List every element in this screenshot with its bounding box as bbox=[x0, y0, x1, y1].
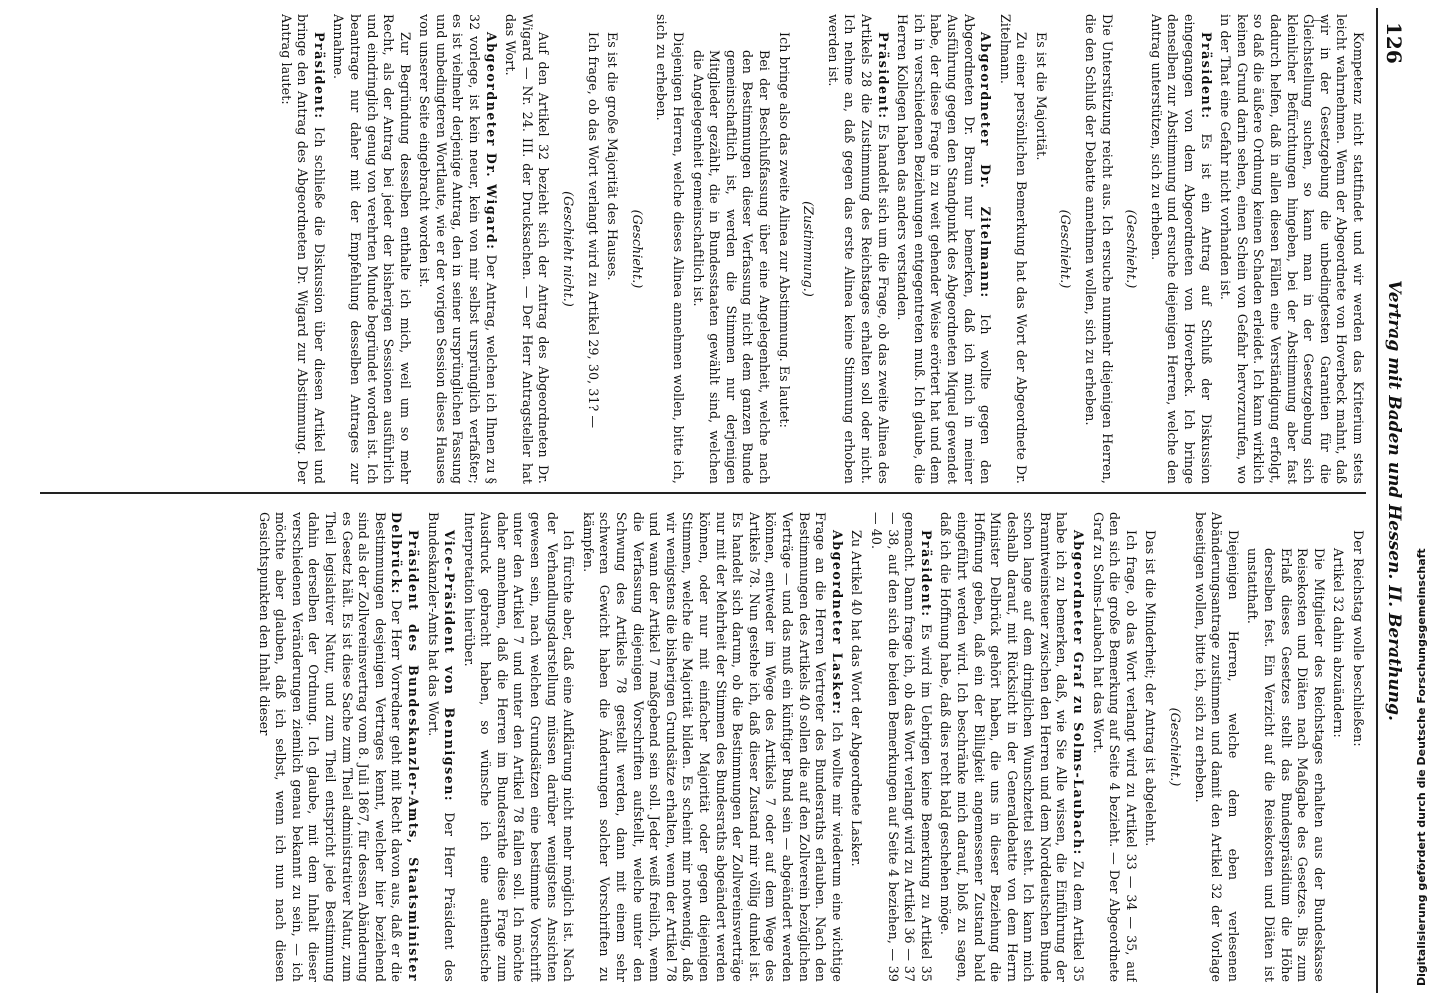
paragraph-text: Der Herr Präsident des Bundeskanzler-Amts hat das Wort. bbox=[425, 512, 458, 982]
paragraph-text: Die Mitglieder des Reichstages erhalten aus der Bundeskasse Reisekosten und Diäten nach Maßgabe des Gesetzes. Bis zum Erlaß dieses Gesetzes stellt das Bundespräsidium die Höhe derselben fest. Ein Verzicht auf die Reisekosten und Diäten ist unstatthaft. bbox=[1245, 548, 1327, 982]
paragraph bbox=[1147, 14, 1213, 484]
paragraph bbox=[848, 512, 865, 982]
paragraph bbox=[937, 512, 1086, 982]
page-number: 126 bbox=[1382, 22, 1406, 64]
paragraph-text: Es ist ein Antrag auf Schluß der Diskussion eingegangen von dem Abgeordneten von Hoverbeck. Ich bringe denselben zur Abstimmung und ersuche diejenigen Herren, welche den Antrag unterstützen, sich zu erheben. bbox=[1148, 14, 1214, 484]
paragraph-text: Auf den Artikel 32 bezieht sich der Antrag des Abgeordneten Dr. Wigard — Nr. 24. III. der Drucksachen. — Der Herr Antragsteller hat das Wort. bbox=[503, 14, 552, 484]
digitization-credit bbox=[1414, 548, 1430, 986]
paragraph bbox=[775, 14, 792, 484]
paragraph-text: Zur Begründung desselben enthalte ich mich, weil um so mehr Recht, als der Antrag bei jeder der bisherigen Sessionen ausführlich und eindringlich genug von verehrten Munde begründet worden ist. Ich beantrage nur daher mit der Empfehlung desselben Antrages zur Annahme. bbox=[331, 14, 413, 484]
quoted-text bbox=[689, 14, 772, 484]
paragraph bbox=[1217, 14, 1366, 484]
page-header bbox=[1376, 8, 1412, 993]
paragraph bbox=[424, 512, 457, 982]
paragraph bbox=[502, 14, 552, 484]
paragraph-text: Ich fürchte aber, daß eine Aufklärung nicht mehr möglich ist. Nach der Verhandlungsdarstellung müssen darüber wenigstens Ansichten gewesen sein, nach welchen Grundsätzen eine bestimmte Vorschrift unter den Artikel 7 und unter den Artikel 78 fallen soll. Ich möchte daher annehmen, daß die Herren im Bundesrathe diese Frage zum Ausdruck gebracht haben, so wünsche ich eine authentische Interpretation hierüber. bbox=[461, 512, 577, 982]
speaker-name: Präsident: bbox=[1198, 32, 1214, 120]
speaker-name: Präsident: bbox=[311, 32, 327, 120]
paragraph bbox=[460, 512, 576, 982]
speaker-name: Abgeordneter Lasker: bbox=[829, 530, 845, 716]
paragraph-text: Es ist die Majorität. bbox=[1033, 32, 1049, 161]
paragraph-text: Das ist die Minderheit; der Antrag ist abgelehnt. bbox=[1143, 530, 1159, 847]
paragraph-text: Der Antrag, welchen ich Ihnen zu § 32 vorlege, ist kein neuer, kein von mir selbst ursprünglich verfaßter; es ist vielmehr derjenige Antrag, den in seiner ursprünglichen Fassung und unbedingteren Wortlaute, wie er der vorigen Session dieses Hauses von unserer Seite eingebracht worden ist. bbox=[417, 14, 499, 484]
paragraph bbox=[996, 14, 1029, 484]
speaker-name: Vice-Präsident von Bennigsen: bbox=[442, 530, 458, 803]
paragraph bbox=[867, 512, 933, 982]
speaker-name: Präsident: bbox=[875, 32, 891, 120]
paragraph-text: Bei der Beschlußfassung über eine Angelegenheit, welche nach den Bestimmungen dieser Verfassung nicht dem ganzen Bunde gemeinschaftlich ist, werden die Stimmen nur derjenigen Mitglieder gezählt, die in Bundesstaaten gewählt sind, welchen die Angelegenheit gemeinschaftlich ist. bbox=[690, 50, 772, 484]
stage-direction: (Geschieht.) bbox=[1168, 707, 1184, 787]
paragraph-text: Artikel 32 dahin abzuändern: bbox=[1331, 548, 1347, 738]
speaker-name: Abgeordneter Dr. Zitelmann: bbox=[978, 32, 994, 299]
paragraph bbox=[1032, 14, 1049, 484]
paragraph bbox=[604, 14, 621, 484]
paragraph-text: Ich frage, ob das Wort verlangt wird zu Artikel 33 — 34 — 35, auf den sich die große Bemerkung auf Seite 4 bezieht. — Der Abgeordnete Graf zu Solms-Laubach hat das Wort. bbox=[1090, 512, 1139, 982]
paragraph-text: Der Reichstag wolle beschließen: bbox=[1351, 530, 1366, 747]
stage-direction: (Geschieht.) bbox=[629, 209, 645, 289]
paragraph-text: Ich schließe die Diskussion über diesen Artikel und bringe den Antrag des Abgeordneten Dr. Wigard zur Abstimmung. Der Antrag lautet: bbox=[278, 14, 327, 484]
quoted-text bbox=[1330, 512, 1347, 982]
paragraph bbox=[1089, 512, 1139, 982]
paragraph-text: Es handelt sich um die Frage, ob das zweite Alinea des Artikels 28 die Zustimmung des Reichstages erhalten soll oder nicht. Ich nehme an, daß gegen das erste Alinea keine Stimmung erhoben werden ist. bbox=[825, 14, 891, 484]
paragraph-text: Diejenigen Herren, welche dem eben verlesenen Abänderungsantrage zustimmen und damit den Artikel 32 der Vorlage beseitigen wollen, bitte ich, sich zu erheben. bbox=[1192, 512, 1241, 982]
paragraph-text: Zu dem Artikel 35 habe ich zu bemerken, daß, wie Sie Alle wissen, die Einführung der Branntweinsteuer zwischen den Herren und dem Norddeutschen Bunde schon lange auf dem dringlichen Wunschzettel steht. Ich kann mich deshalb darauf, mit Rücksicht in der Generaldebatte von dem Herrn Minister Delbrück gehört haben, die uns in dieser Beziehung die Hoffnung geben, daß ein der Billigkeit angemessener Zustand bald eingeführt werden wird. Ich beschränke mich darauf, bloß zu sagen, daß ich die Hoffnung habe, daß dies recht bald geschehen möge. bbox=[938, 512, 1087, 982]
speaker-name: Präsident des Bundeskanzler-Amts, Staatsminister Delbrück: bbox=[389, 512, 421, 982]
paragraph bbox=[416, 14, 499, 484]
paragraph-text: Kompetenz nicht stattfindet und wir werden das Kriterium stets leicht wahrnehmen. Wenn der Abgeordnete von Hoverbeck mahnt, daß wir in der Gesetzgebung die unbedingtesten Garantien für die Gleichstellung suchen, so kann man in der Gesetzgebung sich kleinlicher Befürchtungen hingeben, bei der Abstimmung aber fast dadurch helfen, daß in allen diesen Fällen eine Verständigung erfolgt, so daß die äußere Ordnung keinen Schaden erleidet. Ich kann wirklich keinen Grund darin sehen, einen Schein von Gefahr hervorzurufen, wo in der That eine Gefahr nicht vorhanden ist. bbox=[1218, 14, 1366, 484]
paragraph bbox=[824, 14, 890, 484]
paragraph-text: Es wird im Uebrigen keine Bemerkung zu Artikel 35 gemacht. Dann frage ich, ob das Wort verlangt wird zu Artikel 36 — 37 — 38, auf den sich die beiden Bemerkungen auf Seite 4 beziehen, — 39 — 40. bbox=[868, 512, 934, 982]
column-divider bbox=[40, 492, 1366, 494]
speaker-name: Abgeordneter Dr. Wigard: bbox=[483, 32, 499, 251]
speaker-name: Abgeordneter Graf zu Solms-Laubach: bbox=[1071, 530, 1087, 856]
running-head: Vertrag mit Baden und Hessen. II. Berathung. bbox=[1384, 280, 1404, 721]
paragraph bbox=[1082, 14, 1115, 484]
paragraph-text: Die Unterstützung reicht aus. Ich ersuche nunmehr diejenigen Herren, die den Schluß der Debatte annehmen wollen, sich zu erheben. bbox=[1083, 14, 1115, 484]
paragraph-text: Ich wollte gegen den Abgeordneten Dr. Braun nur bemerken, daß ich mich in meiner Ausführung gegen den Standpunkt des Abgeordneten Miquel gewendet habe, der diese Frage in zu weit gehender Weise erörtert hat und dem ich in verschiedenen Beziehungen entgegentreten muß. Ich glaube, die Herren Kollegen haben das anders verstanden. bbox=[895, 14, 994, 484]
paragraph bbox=[584, 14, 601, 484]
paragraph bbox=[330, 14, 413, 484]
paragraph-text: Diejenigen Herren, welche dieses Alinea annehmen wollen, bitte ich, sich zu erheben. bbox=[654, 14, 687, 484]
speaker-name: Präsident: bbox=[918, 530, 934, 618]
stage-direction: (Geschieht.) bbox=[1124, 209, 1140, 289]
paragraph-text: Der Herr Vorredner geht mit Recht davon aus, daß er die Bestimmungen desjenigen Vertrages kennt, welcher hier beziehend sind als der Zollvereinsvertrag vom 8. Juli 1867, für dessen Abänderung es Gesetz hält. Es ist diese Sache zum Theil administrativer Natur, zum Theil legislativer Natur, und zum Theil entspricht jede Bestimmung dahin derselben der Ordnung. Ich glaube, mit dem Inhalt dieser verschiedenen Veränderungen ziemlich genau bekannt zu sein, — ich möchte aber glauben, daß ich selbst, wenn ich nun nach diesen Gesichtspunkten den Inhalt dieser bbox=[256, 512, 405, 982]
paragraph-text: Es ist die große Majorität des Hauses. bbox=[605, 32, 621, 281]
paragraph bbox=[1191, 512, 1241, 982]
quoted-text bbox=[1244, 512, 1327, 982]
paragraph bbox=[579, 512, 845, 982]
stage-direction: (Geschieht nicht.) bbox=[561, 191, 577, 307]
paragraph-text: Ich wollte mir wiederum eine wichtige Frage an die Herren Vertreter des Bundesraths erlauben. Nach den Bestimmungen des Artikels 40 sollen die auf den Zollverein bezüglichen Verträge — und das muß ein künftiger Bund sein — abgeändert werden können, entweder im Wege des Artikels 7 oder auf dem Wege des Artikels 78. Nun gestehe ich, daß dieser Zustand mir völlig dunkel ist. Es handelt sich darum, ob die Bestimmungen der Zollvereinsverträge nur mit der Mehrheit der Stimmen des Bundesraths abgeändert werden können, oder nur mit einfacher Majorität oder gegen diejenigen Stimmen, welche die Majorität bilden. Es scheint mir notwendig, daß wir wenigstens die bisherigen Grundsätze erhalten, wenn der Artikel 78 und wann der Artikel 7 maßgebend sein soll. Jeder weiß freilich, wenn die Verfassung diejenigen Vorschriften aufstellt, welche unter den Schwung des Artikels 78 gestellt werden, dann mit einem sehr schweren Gewicht haben die Änderungen solcher Vorschriften zu kämpfen. bbox=[580, 512, 845, 982]
paragraph bbox=[277, 14, 327, 484]
stage-direction: (Zustimmung.) bbox=[801, 201, 817, 297]
paragraph bbox=[653, 14, 686, 484]
paragraph-text: Zu einer persönlichen Bemerkung hat das Wort der Abgeordnete Dr. Zitelmann. bbox=[997, 14, 1030, 484]
paragraph-text: Zu Artikel 40 hat das Wort der Abgeordnete Lasker. bbox=[849, 530, 865, 867]
paragraph bbox=[1349, 512, 1366, 982]
digitization-credit-text: Digitalisierung gefördert durch die Deutsche Forschungsgemeinschaft bbox=[1415, 548, 1428, 986]
stage-direction: (Geschieht.) bbox=[1058, 209, 1074, 289]
right-text-column bbox=[40, 512, 1366, 982]
left-text-column bbox=[40, 14, 1366, 484]
paragraph-text: Ich bringe also das zweite Alinea zur Abstimmung. Es lautet: bbox=[776, 32, 792, 428]
paragraph-text: Ich frage, ob das Wort verlangt wird zu Artikel 29, 30, 31? — bbox=[585, 32, 601, 429]
paragraph bbox=[894, 14, 994, 484]
paragraph bbox=[1142, 512, 1159, 982]
paragraph bbox=[255, 512, 421, 982]
